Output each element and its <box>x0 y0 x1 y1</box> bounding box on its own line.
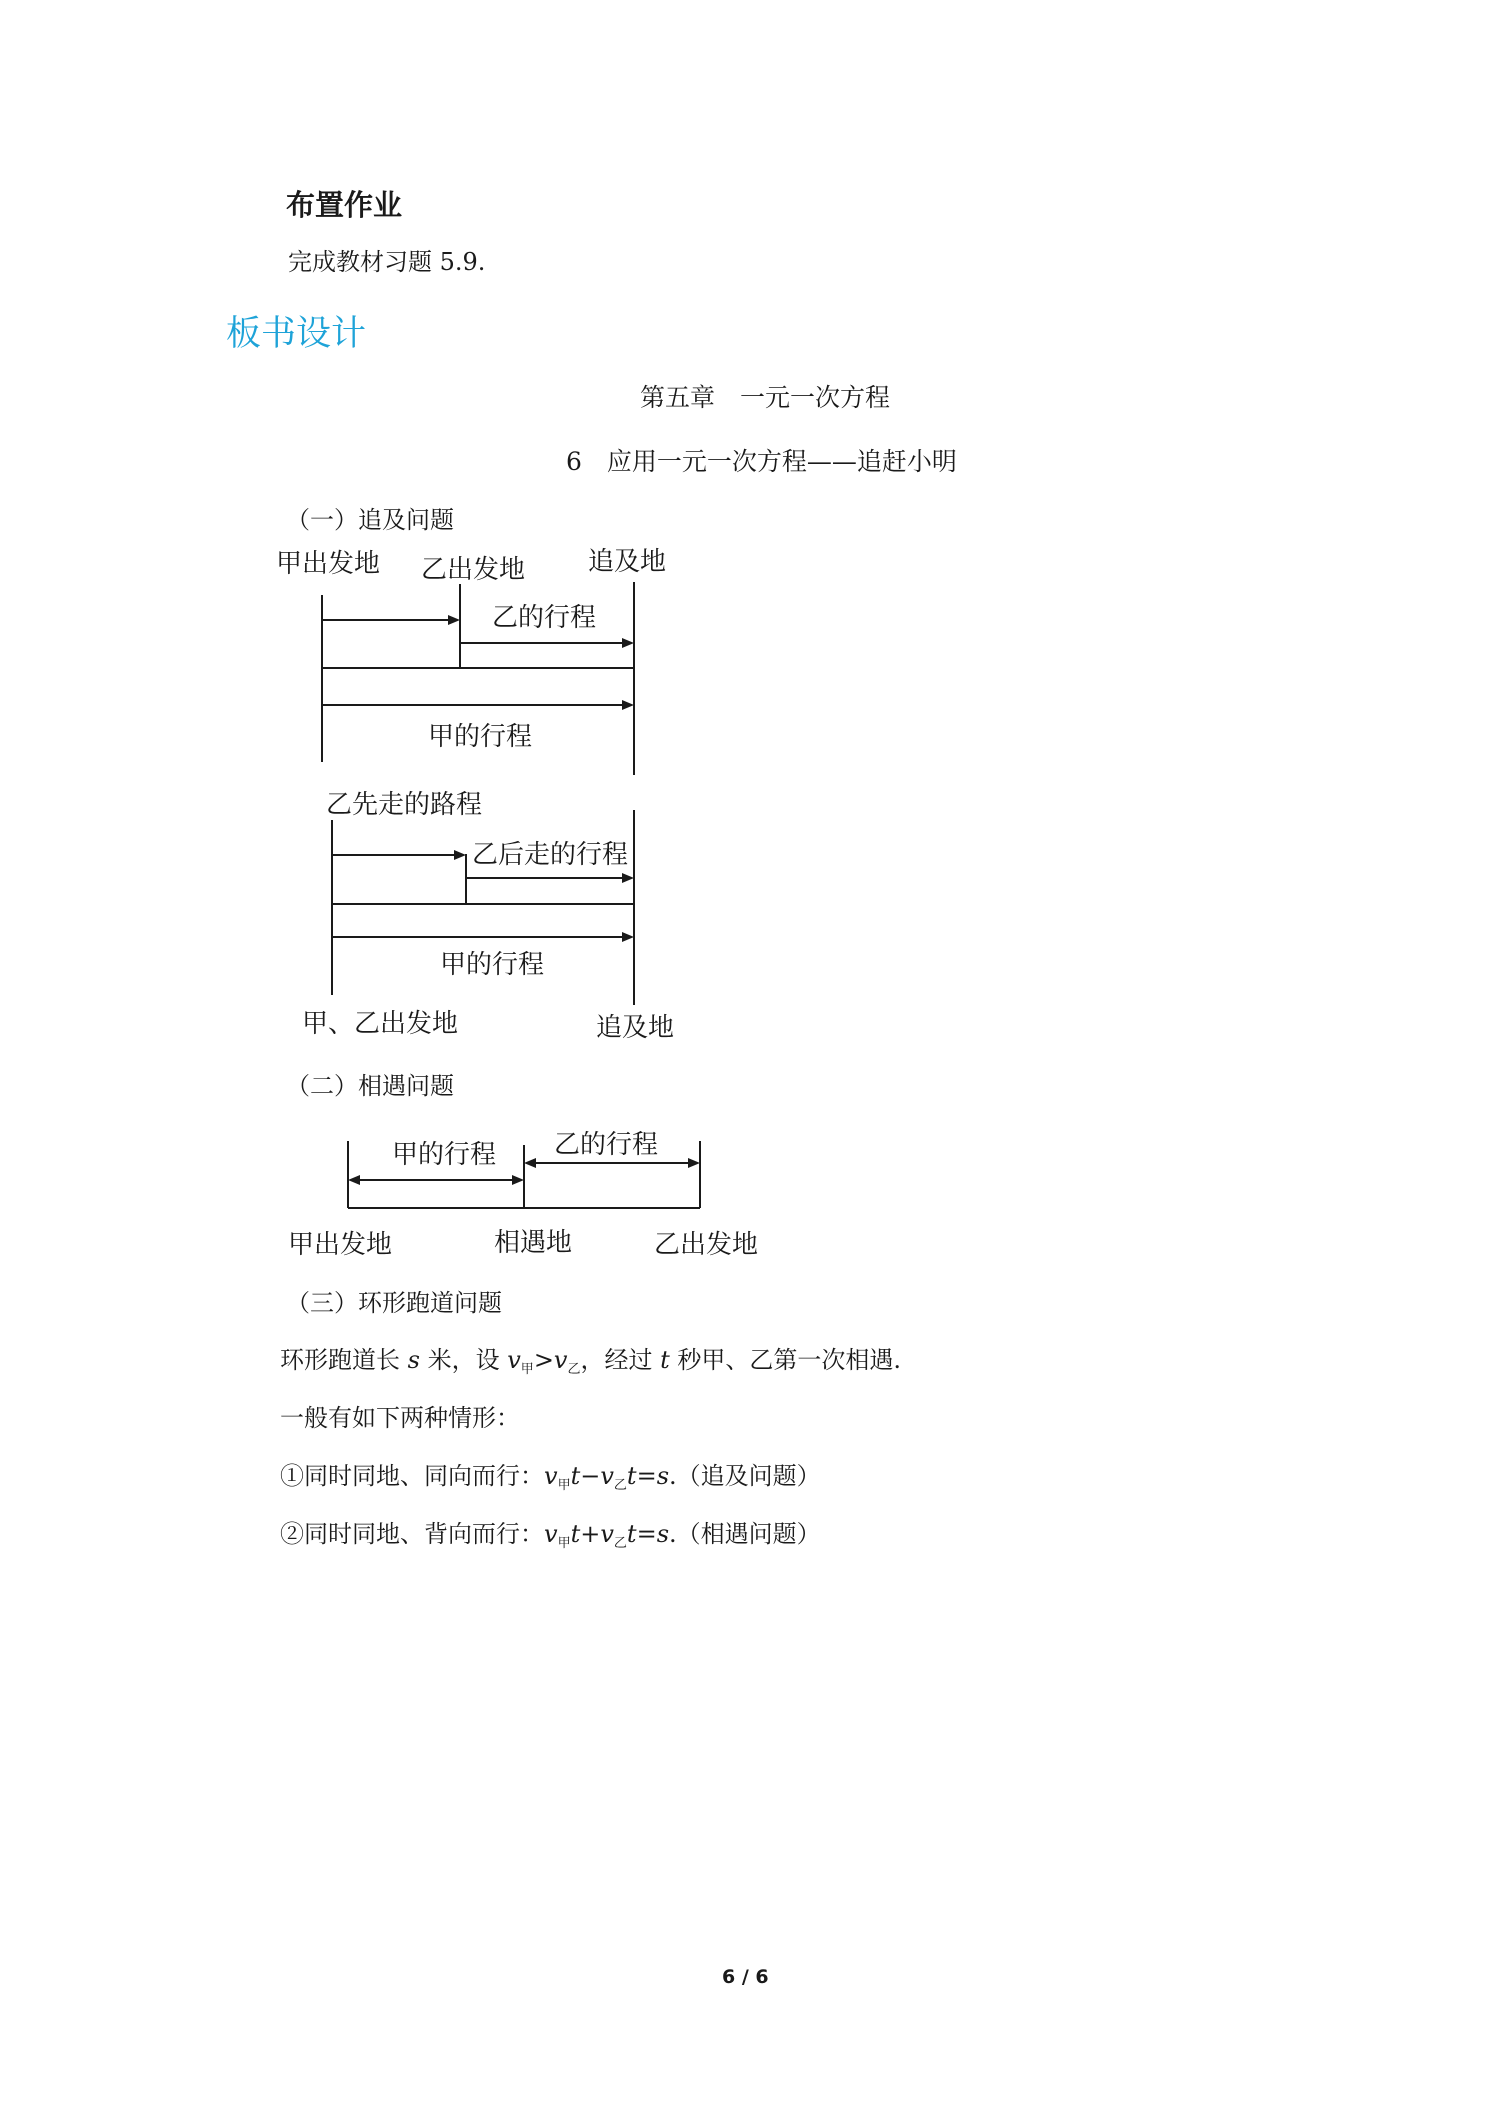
d3-a-start-label: 甲出发地 <box>288 1230 393 1260</box>
d3-b-route-label: 乙的行程 <box>554 1130 659 1160</box>
d2-b-first-label: 乙先走的路程 <box>326 790 483 820</box>
board-design-heading: 板书设计 <box>226 314 367 354</box>
d1-meet-label: 追及地 <box>588 547 667 577</box>
d3-meet-label: 相遇地 <box>494 1228 573 1258</box>
homework-heading: 布置作业 <box>286 188 403 222</box>
case-opposite-direction: ②同时同地、背向而行：$v_甲t+v_乙t=s$.（相遇问题） <box>280 1520 821 1551</box>
d2-start-label: 甲、乙出发地 <box>302 1009 459 1039</box>
d2-meet-label: 追及地 <box>596 1013 675 1043</box>
section2-heading: （二）相遇问题 <box>286 1072 454 1100</box>
section1-heading: （一）追及问题 <box>286 506 454 534</box>
d1-a-start-label: 甲出发地 <box>276 549 381 579</box>
d3-b-start-label: 乙出发地 <box>654 1230 759 1260</box>
page-number: 6 / 6 <box>722 1966 769 1988</box>
circular-track-line: 环形跑道长 s 米，设 $v_甲>v_乙$，经过 t 秒甲、乙第一次相遇. <box>280 1346 902 1377</box>
d3-a-route-label: 甲的行程 <box>392 1140 497 1170</box>
case-same-direction: ①同时同地、同向而行：$v_甲t-v_乙t=s$.（追及问题） <box>280 1462 821 1493</box>
d1-b-start-label: 乙出发地 <box>421 555 526 585</box>
lesson-title: 6 应用一元一次方程——追赶小明 <box>566 447 957 476</box>
section3-heading: （三）环形跑道问题 <box>286 1289 502 1317</box>
d1-b-route-label: 乙的行程 <box>492 603 597 633</box>
chapter-title: 第五章 一元一次方程 <box>640 383 891 412</box>
two-cases-intro: 一般有如下两种情形： <box>280 1404 520 1432</box>
d2-b-after-label: 乙后走的行程 <box>472 840 629 870</box>
homework-text: 完成教材习题 5.9. <box>288 248 486 276</box>
d2-a-route-label: 甲的行程 <box>440 950 545 980</box>
d1-a-route-label: 甲的行程 <box>428 722 533 752</box>
